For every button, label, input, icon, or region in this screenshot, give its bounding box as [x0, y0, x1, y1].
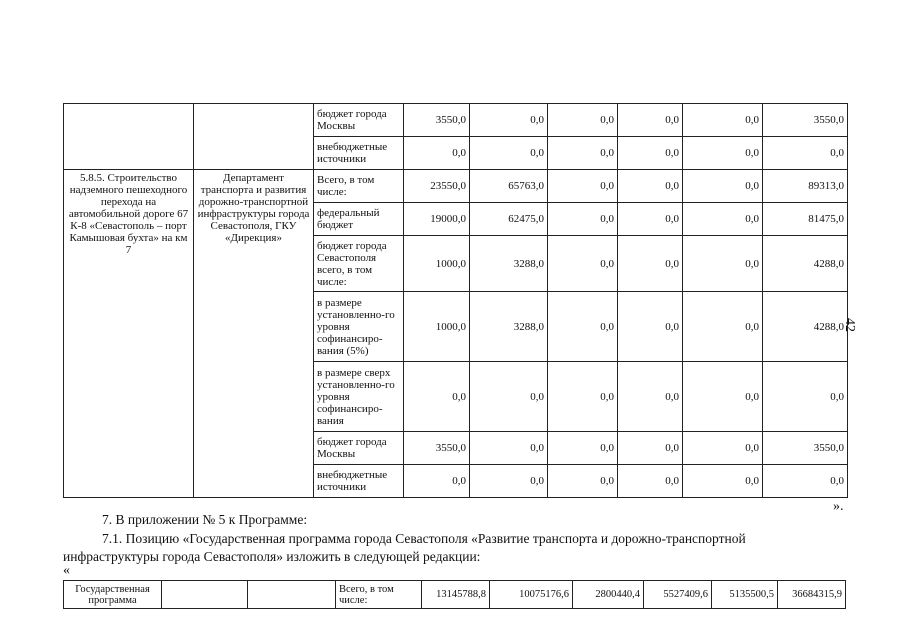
value-cell: 0,0 [618, 432, 683, 465]
table-row [64, 104, 848, 137]
value-cell: 0,0 [763, 137, 848, 170]
financing-table [63, 103, 848, 498]
value-cell: 0,0 [548, 292, 618, 362]
value-cell: 0,0 [548, 465, 618, 498]
value-cell: 0,0 [683, 203, 763, 236]
blank-executor-cell [194, 104, 314, 170]
program-value-cell: 13145788,8 [422, 581, 490, 609]
source-label-cell: бюджет города Севастополя всего, в том числе: [314, 236, 404, 292]
program-value-cell: 10075176,6 [490, 581, 573, 609]
value-cell: 0,0 [618, 236, 683, 292]
value-cell: 89313,0 [763, 170, 848, 203]
value-cell: 0,0 [683, 465, 763, 498]
value-cell: 0,0 [548, 203, 618, 236]
program-col2-cell [162, 581, 248, 609]
value-cell: 0,0 [683, 170, 763, 203]
program-col3-cell [248, 581, 336, 609]
opening-quote: « [63, 563, 70, 578]
program-label-cell: Всего, в том числе: [336, 581, 422, 609]
source-label-cell: Всего, в том числе: [314, 170, 404, 203]
source-label-cell: в размере установленно-го уровня софинансиро-вания (5%) [314, 292, 404, 362]
paragraph-7-1-line1: 7.1. Позицию «Государственная программа города Севастополя «Развитие транспорта и дорожно-транспортной [102, 531, 746, 546]
value-cell: 0,0 [618, 362, 683, 432]
executor-cell: Департамент транспорта и развития дорожно-транспортной инфраструктуры города Севастополя, ГКУ «Дирекция» [194, 170, 314, 498]
value-cell: 0,0 [683, 292, 763, 362]
paragraph-7: 7. В приложении № 5 к Программе: [102, 512, 308, 527]
value-cell: 0,0 [618, 104, 683, 137]
value-cell: 3550,0 [404, 432, 470, 465]
value-cell: 0,0 [683, 104, 763, 137]
value-cell: 0,0 [618, 292, 683, 362]
value-cell: 0,0 [470, 137, 548, 170]
value-cell: 0,0 [618, 465, 683, 498]
value-cell: 0,0 [618, 203, 683, 236]
value-cell: 0,0 [618, 170, 683, 203]
source-label-cell: бюджет города Москвы [314, 432, 404, 465]
paragraph-7-1-line2: инфраструктуры города Севастополя» изложить в следующей редакции: [63, 549, 481, 564]
value-cell: 1000,0 [404, 292, 470, 362]
value-cell: 0,0 [683, 236, 763, 292]
value-cell: 3550,0 [404, 104, 470, 137]
value-cell: 0,0 [404, 362, 470, 432]
value-cell: 0,0 [548, 104, 618, 137]
value-cell: 23550,0 [404, 170, 470, 203]
value-cell: 0,0 [404, 137, 470, 170]
item-name-cell: 5.8.5. Строительство надземного пешеходного перехода на автомобильной дороге 67 К-8 «Севастополь – порт Камышовая бухта» на км 7 [64, 170, 194, 498]
value-cell: 4288,0 [763, 292, 848, 362]
value-cell: 0,0 [548, 137, 618, 170]
source-label-cell: федеральный бюджет [314, 203, 404, 236]
program-value-cell: 5527409,6 [644, 581, 712, 609]
value-cell: 0,0 [470, 465, 548, 498]
program-value-cell: 5135500,5 [712, 581, 778, 609]
program-value-cell: 36684315,9 [778, 581, 846, 609]
value-cell: 62475,0 [470, 203, 548, 236]
value-cell: 0,0 [683, 362, 763, 432]
blank-item-cell [64, 104, 194, 170]
value-cell: 0,0 [683, 432, 763, 465]
source-label-cell: в размере сверх установленно-го уровня софинансиро-вания [314, 362, 404, 432]
value-cell: 0,0 [548, 362, 618, 432]
value-cell: 0,0 [548, 170, 618, 203]
source-label-cell: внебюджетные источники [314, 137, 404, 170]
value-cell: 0,0 [470, 362, 548, 432]
page-number: 42 [842, 318, 857, 332]
value-cell: 0,0 [404, 465, 470, 498]
value-cell: 0,0 [470, 432, 548, 465]
program-value-cell: 2800440,4 [573, 581, 644, 609]
value-cell: 4288,0 [763, 236, 848, 292]
value-cell: 1000,0 [404, 236, 470, 292]
value-cell: 0,0 [618, 137, 683, 170]
value-cell: 65763,0 [470, 170, 548, 203]
closing-quote: ». [833, 499, 844, 514]
value-cell: 19000,0 [404, 203, 470, 236]
value-cell: 0,0 [470, 104, 548, 137]
value-cell: 3288,0 [470, 292, 548, 362]
value-cell: 0,0 [548, 432, 618, 465]
value-cell: 0,0 [548, 236, 618, 292]
value-cell: 0,0 [683, 137, 763, 170]
program-name-cell: Государственная программа [64, 581, 162, 609]
value-cell: 3550,0 [763, 432, 848, 465]
value-cell: 81475,0 [763, 203, 848, 236]
source-label-cell: бюджет города Москвы [314, 104, 404, 137]
program-row [64, 581, 846, 609]
value-cell: 0,0 [763, 465, 848, 498]
value-cell: 3288,0 [470, 236, 548, 292]
table-row [64, 170, 848, 203]
program-table [63, 580, 846, 609]
value-cell: 3550,0 [763, 104, 848, 137]
value-cell: 0,0 [763, 362, 848, 432]
source-label-cell: внебюджетные источники [314, 465, 404, 498]
